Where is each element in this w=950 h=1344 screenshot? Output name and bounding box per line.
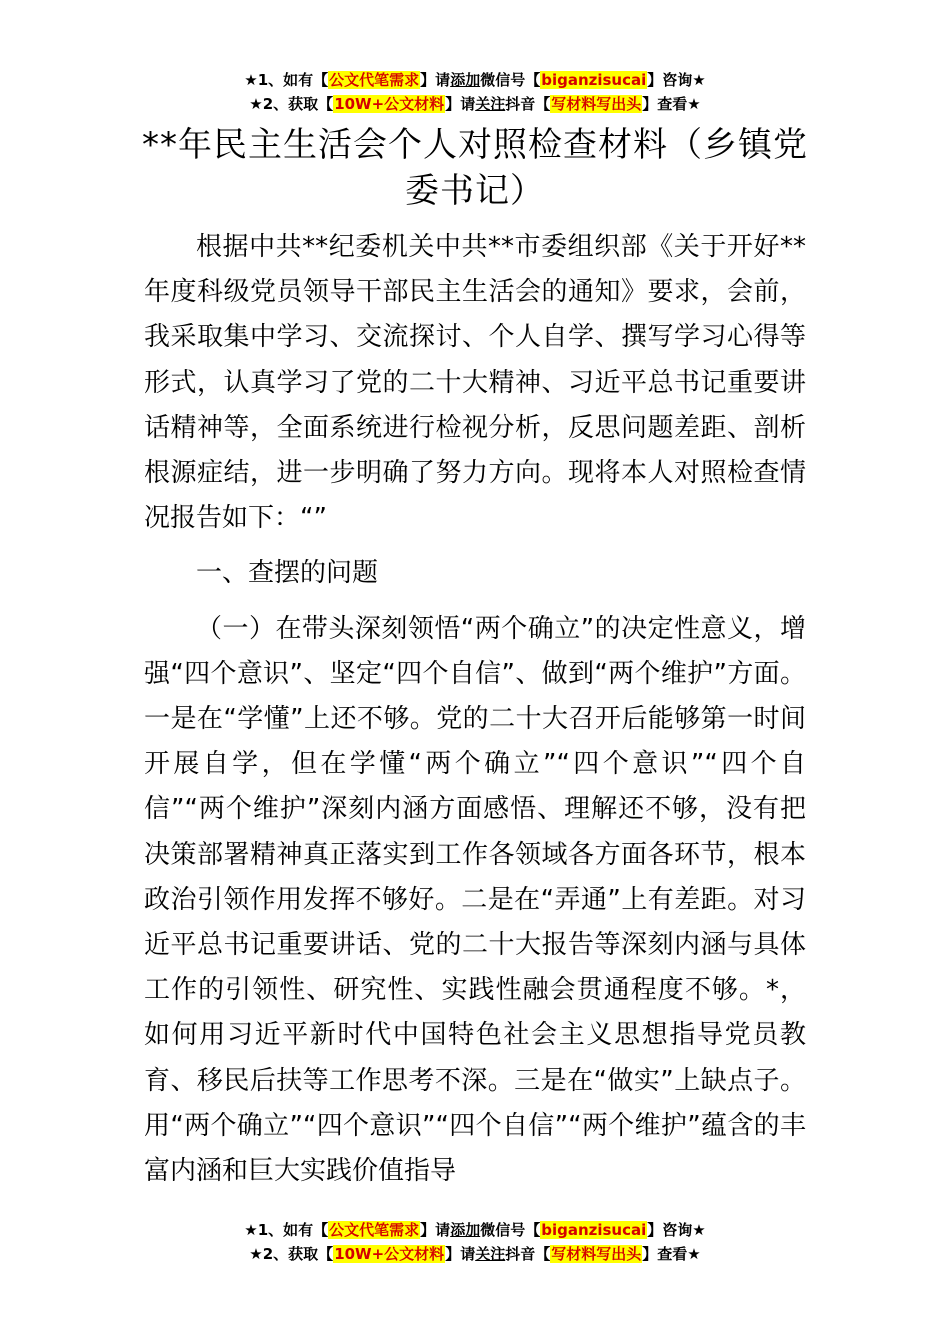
promo-highlight: 写材料写出头 bbox=[551, 1245, 642, 1263]
promo-highlight: 公文代笔需求 bbox=[329, 71, 420, 89]
promo-underlined-text: 关注 bbox=[475, 1245, 506, 1263]
promo-line-2 bbox=[0, 92, 950, 116]
promo-text: 抖音【 bbox=[505, 1245, 551, 1263]
promo-text: ★1、如有【 bbox=[244, 1221, 329, 1239]
promo-highlight: biganzisucai bbox=[541, 71, 647, 89]
promo-highlight: 10W+公文材料 bbox=[334, 1245, 445, 1263]
promo-text: 】咨询★ bbox=[647, 71, 706, 89]
promo-text: 抖音【 bbox=[505, 95, 551, 113]
promo-line-2 bbox=[0, 1242, 950, 1266]
promo-highlight: 公文代笔需求 bbox=[329, 1221, 420, 1239]
document-title: **年民主生活会个人对照检查材料（乡镇党委书记） bbox=[142, 125, 808, 211]
promo-highlight: biganzisucai bbox=[541, 1221, 647, 1239]
document-body bbox=[144, 225, 806, 1194]
promo-text: ★1、如有【 bbox=[244, 71, 329, 89]
promo-underlined-text: 关注 bbox=[475, 95, 506, 113]
promo-highlight: 写材料写出头 bbox=[551, 95, 642, 113]
promo-text: 】查看★ bbox=[642, 95, 701, 113]
promo-text: 微信号【 bbox=[480, 1221, 541, 1239]
promo-text: 】请 bbox=[445, 95, 476, 113]
promo-text: 】请 bbox=[420, 1221, 451, 1239]
header-promo-banner bbox=[0, 68, 950, 116]
promo-text: ★2、获取【 bbox=[249, 1245, 334, 1263]
intro-paragraph: 根据中共**纪委机关中共**市委组织部《关于开好**年度科级党员领导干部民主生活会的通知》要求，会前，我采取集中学习、交流探讨、个人自学、撰写学习心得等形式，认真学习了党的二十大精神、习近平总书记重要讲话精神等，全面系统进行检视分析，反思问题差距、剖析根源症结，进一步明确了努力方向。现将本人对照检查情况报告如下：“” bbox=[144, 232, 806, 534]
promo-text: 】咨询★ bbox=[647, 1221, 706, 1239]
promo-text: 微信号【 bbox=[480, 71, 541, 89]
promo-text: 】查看★ bbox=[642, 1245, 701, 1263]
promo-underlined-text: 添加 bbox=[450, 1221, 481, 1239]
promo-highlight: 10W+公文材料 bbox=[334, 95, 445, 113]
promo-underlined-text: 添加 bbox=[450, 71, 481, 89]
footer-promo-banner bbox=[0, 1218, 950, 1266]
promo-text: 】请 bbox=[420, 71, 451, 89]
promo-line-1 bbox=[0, 68, 950, 92]
section-heading: 一、查摆的问题 bbox=[196, 558, 379, 589]
promo-text: ★2、获取【 bbox=[249, 95, 334, 113]
promo-text: 】请 bbox=[445, 1245, 476, 1263]
promo-line-1 bbox=[0, 1218, 950, 1242]
section-paragraph: （一）在带头深刻领悟“两个确立”的决定性意义，增强“四个意识”、坚定“四个自信”、做到“两个维护”方面。一是在“学懂”上还不够。党的二十大召开后能够第一时间开展自学，但在学懂“两个确立”“四个意识”“四个自信”“两个维护”深刻内涵方面感悟、理解还不够，没有把决策部署精神真正落实到工作各领域各方面各环节，根本政治引领作用发挥不够好。二是在“弄通”上有差距。对习近平总书记重要讲话、党的二十大报告等深刻内涵与具体工作的引领性、研究性、实践性融会贯通程度不够。*，如何用习近平新时代中国特色社会主义思想指导党员教育、移民后扶等工作思考不深。三是在“做实”上缺点子。用“两个确立”“四个意识”“四个自信”“两个维护”蕴含的丰富内涵和巨大实践价值指导 bbox=[144, 613, 806, 1187]
